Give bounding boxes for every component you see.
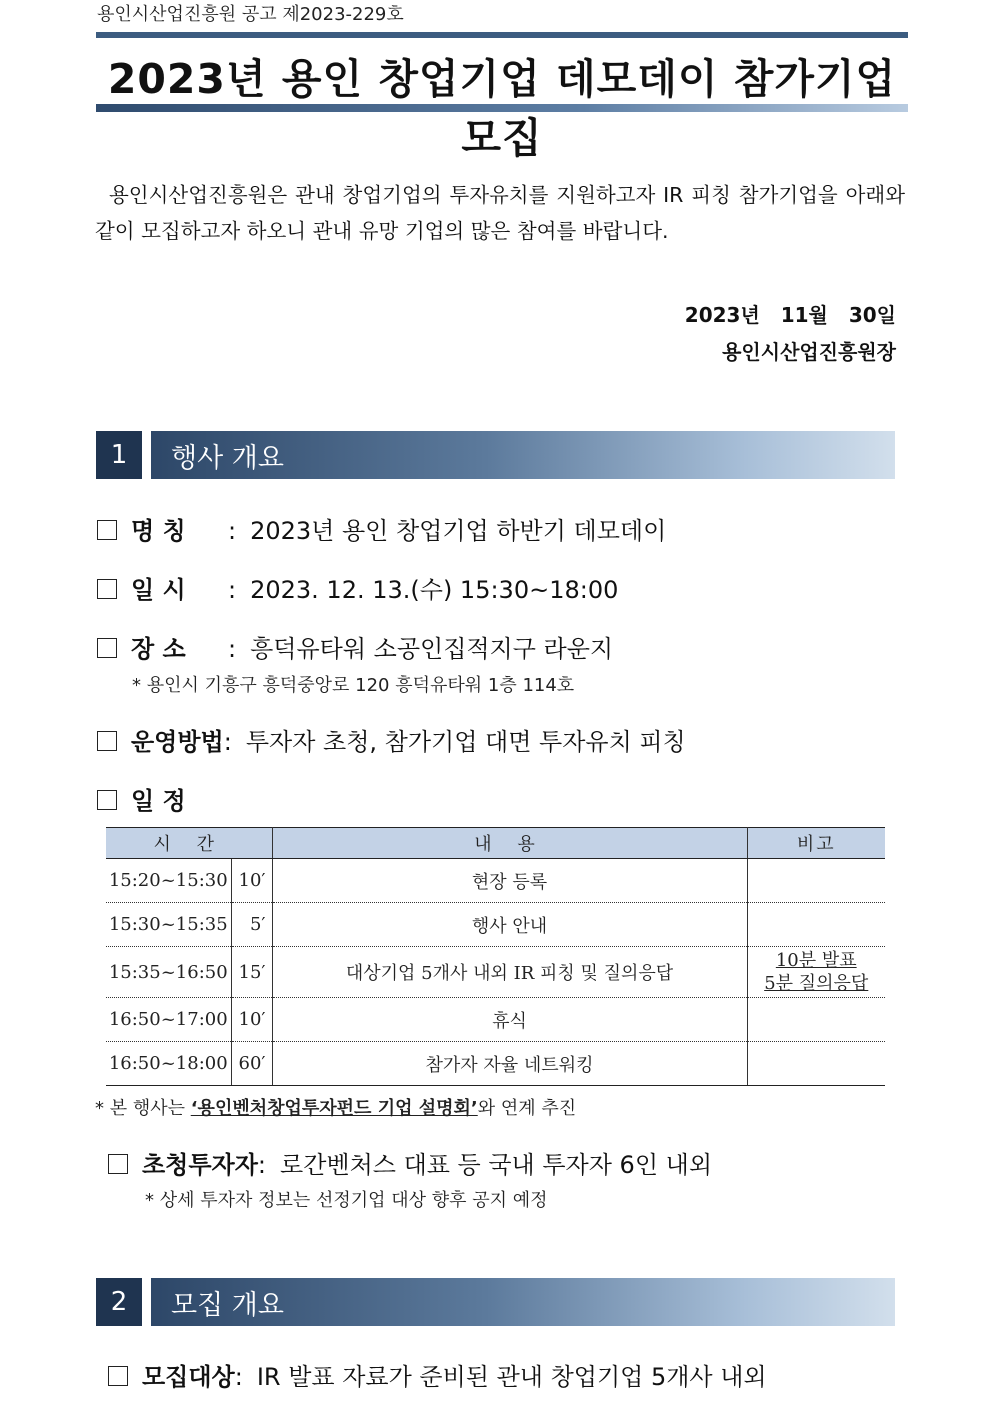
page-title: 2023년 용인 창업기업 데모데이 참가기업 모집: [107, 55, 897, 162]
checkbox-square-icon: [97, 520, 117, 540]
row-time: 15:20~15:30: [106, 859, 231, 903]
notice-date: 2023년 11월 30일: [684, 303, 896, 327]
event-method-row: [97, 722, 686, 757]
notice-number: 용인시산업진흥원 공고 제2023-229호: [97, 4, 404, 25]
event-place-row: [97, 629, 613, 664]
event-datetime-row: [97, 570, 618, 605]
event-method-label: 운영방법: [131, 728, 224, 756]
event-schedule-row: [97, 781, 228, 816]
row-content: 참가자 자율 네트워킹: [272, 1042, 747, 1086]
colon: :: [257, 1151, 267, 1179]
colon: :: [234, 1363, 243, 1391]
intro-paragraph: 용인시산업진흥원은 관내 창업기업의 투자유치를 지원하고자 IR 피칭 참가기업을 아래와 같이 모집하고자 하오니 관내 유망 기업의 많은 참여를 바랍니다.: [95, 183, 905, 243]
event-datetime-label: 일 시: [131, 576, 186, 604]
row-remark: [747, 1042, 885, 1086]
section-2-title: 모집 개요: [151, 1278, 895, 1326]
header-remark: 비고: [747, 828, 885, 859]
investor-label: 초청투자자: [142, 1151, 258, 1179]
row-duration: 15′: [231, 947, 272, 998]
remark-line-2: 5분 질의응답: [764, 973, 869, 994]
section-1-title: 행사 개요: [151, 431, 895, 479]
event-name-label: 명 칭: [131, 517, 186, 545]
recruit-target-row: [108, 1357, 767, 1392]
schedule-note: [95, 1094, 576, 1120]
checkbox-square-icon: [108, 1154, 128, 1174]
row-duration: 10′: [231, 859, 272, 903]
investor-note: * 상세 투자자 정보는 선정기업 대상 향후 공지 예정: [145, 1190, 548, 1211]
recruit-target-label: 모집대상: [142, 1363, 235, 1391]
investor-row: [108, 1145, 712, 1180]
row-remark: [747, 998, 885, 1042]
schedule-note-link: ‘용인벤처창업투자펀드 기업 설명회’: [190, 1098, 478, 1119]
row-content: 행사 안내: [272, 903, 747, 947]
event-place-note: * 용인시 기흥구 흥덕중앙로 120 흥덕유타워 1층 114호: [132, 675, 575, 696]
colon: :: [223, 728, 232, 756]
schedule-note-suffix: 와 연계 추진: [477, 1098, 577, 1119]
event-method-value: 투자자 초청, 참가기업 대면 투자유치 피칭: [245, 728, 686, 756]
checkbox-square-icon: [97, 731, 117, 751]
colon: :: [228, 517, 237, 545]
colon: :: [228, 635, 237, 663]
row-duration: 60′: [231, 1042, 272, 1086]
remark-line-1: 10분 발표: [775, 950, 857, 971]
row-time: 15:30~15:35: [106, 903, 231, 947]
checkbox-square-icon: [97, 638, 117, 658]
investor-value: 로간벤처스 대표 등 국내 투자자 6인 내외: [280, 1151, 713, 1179]
checkbox-square-icon: [97, 790, 117, 810]
recruit-target-value: IR 발표 자료가 준비된 관내 창업기업 5개사 내외: [256, 1363, 767, 1391]
issuer-name: 용인시산업진흥원장: [722, 340, 896, 364]
header-time: 시 간: [106, 828, 272, 859]
row-time: 15:35~16:50: [106, 947, 231, 998]
row-time: 16:50~17:00: [106, 998, 231, 1042]
row-duration: 10′: [231, 998, 272, 1042]
colon: :: [228, 576, 237, 604]
header-content: 내 용: [272, 828, 747, 859]
row-remark: [747, 903, 885, 947]
checkbox-square-icon: [108, 1366, 128, 1386]
schedule-note-prefix: * 본 행사는: [95, 1098, 191, 1119]
section-1-number: 1: [96, 431, 142, 479]
event-place-label: 장 소: [131, 635, 186, 663]
row-duration: 5′: [231, 903, 272, 947]
row-content: 현장 등록: [272, 859, 747, 903]
event-schedule-label: 일 정: [131, 787, 186, 815]
schedule-table: [106, 827, 885, 1086]
row-remark: [747, 947, 885, 998]
row-content: 휴식: [272, 998, 747, 1042]
row-remark: [747, 859, 885, 903]
checkbox-square-icon: [97, 579, 117, 599]
title-top-rule: [96, 32, 908, 38]
event-place-value: 흥덕유타워 소공인집적지구 라운지: [250, 635, 614, 663]
table-row: [106, 998, 885, 1042]
table-row: [106, 859, 885, 903]
table-row: [106, 947, 885, 998]
event-datetime-value: 2023. 12. 13.(수) 15:30~18:00: [250, 576, 619, 604]
table-row: [106, 903, 885, 947]
row-content: 대상기업 5개사 내외 IR 피칭 및 질의응답: [272, 947, 747, 998]
event-name-row: [97, 511, 666, 546]
section-2-number: 2: [96, 1278, 142, 1326]
title-bottom-rule: [96, 104, 908, 112]
event-name-value: 2023년 용인 창업기업 하반기 데모데이: [250, 517, 667, 545]
row-time: 16:50~18:00: [106, 1042, 231, 1086]
table-row: [106, 1042, 885, 1086]
schedule-table-header: [106, 828, 885, 859]
